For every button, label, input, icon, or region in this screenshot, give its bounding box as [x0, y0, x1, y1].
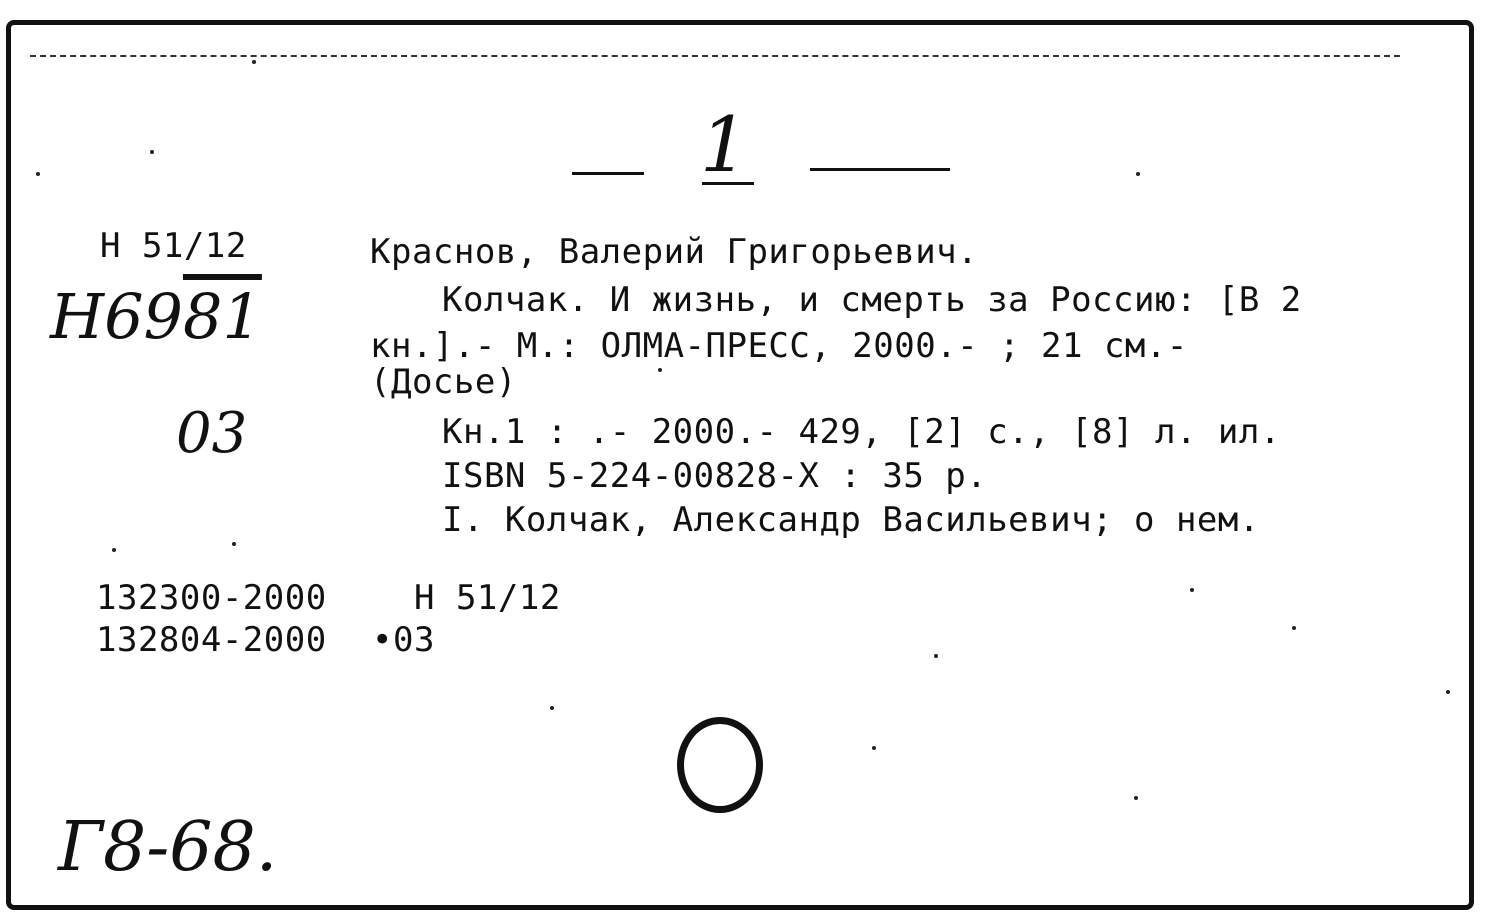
speck	[1134, 796, 1138, 800]
speck	[934, 654, 938, 658]
card-number-underline	[702, 182, 754, 185]
punch-hole	[677, 717, 763, 813]
speck	[872, 746, 876, 750]
call-number: Н 51/12	[100, 226, 247, 266]
title-line-3: (Досье)	[370, 362, 517, 402]
dept-handwritten: 03	[176, 401, 248, 466]
speck	[252, 60, 256, 64]
title-line-2: кн.].- М.: ОЛМА-ПРЕСС, 2000.- ; 21 см.-	[370, 326, 1188, 366]
call-number-handwritten-main: Н69	[50, 280, 183, 353]
speck	[1136, 172, 1140, 176]
bottom-handwritten: Г8-68.	[58, 808, 278, 887]
speck	[1446, 690, 1450, 694]
call-number-handwritten-sub: 81	[182, 280, 262, 353]
inventory-number: 132804-2000	[96, 620, 327, 660]
speck	[1190, 588, 1194, 592]
speck	[36, 172, 40, 176]
title-line-1: Колчак. И жизнь, и смерть за Россию: [В 2	[442, 280, 1302, 320]
inventory-location: •03	[372, 620, 435, 660]
call-number-handwritten	[50, 282, 262, 352]
speck	[232, 542, 236, 546]
speck	[150, 150, 154, 154]
card-number-dash-right	[810, 168, 950, 171]
inventory-number: 132300-2000	[96, 578, 327, 618]
author-heading: Краснов, Валерий Григорьевич.	[370, 232, 979, 272]
top-rule	[30, 55, 1400, 57]
subject-line: I. Колчак, Александр Васильевич; о нем.	[442, 500, 1260, 540]
speck	[550, 706, 554, 710]
speck	[1292, 626, 1296, 630]
speck	[658, 368, 662, 372]
volume-line: Кн.1 : .- 2000.- 429, [2] с., [8] л. ил.	[442, 412, 1281, 452]
inventory-location: Н 51/12	[414, 578, 561, 618]
isbn-line: ISBN 5-224-00828-X : 35 р.	[442, 456, 988, 496]
card-number: 1	[700, 100, 749, 189]
card-number-dash-left	[572, 172, 644, 175]
speck	[112, 548, 116, 552]
